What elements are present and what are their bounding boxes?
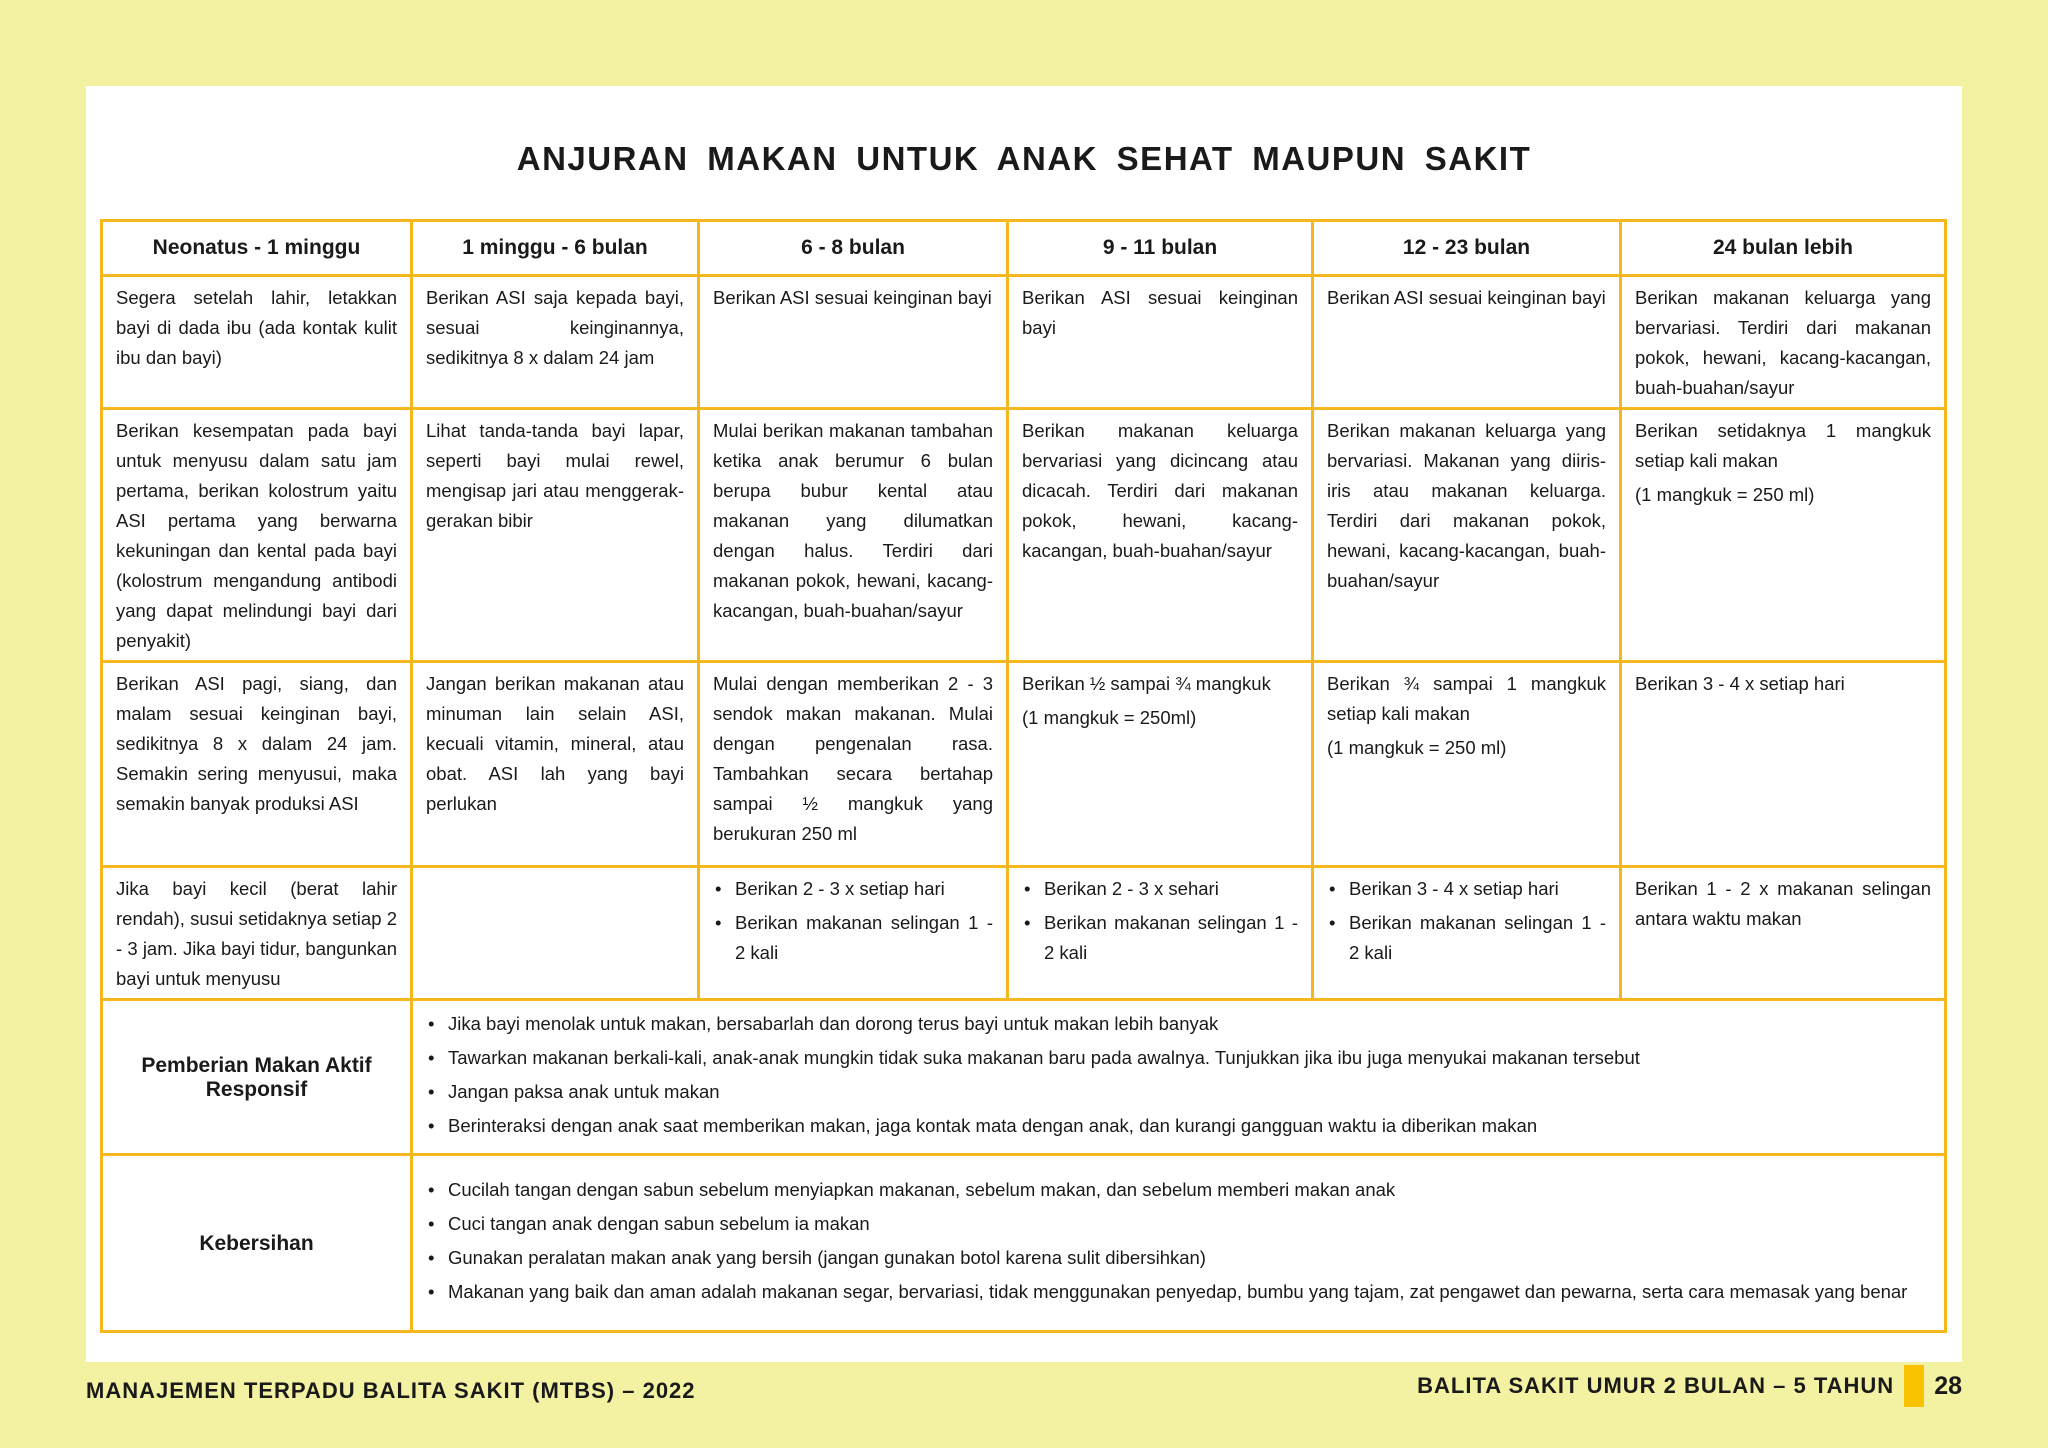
table-cell: Jika bayi kecil (berat lahir rendah), susui setidaknya setiap 2 - 3 jam. Jika bayi tidur, bangunkan bayi untuk menyusu (102, 867, 412, 1000)
bullet-list (1022, 874, 1298, 968)
table-cell (1313, 662, 1621, 867)
feeding-table (100, 219, 1947, 1333)
cell-text: Berikan ¾ sampai 1 mangkuk setiap kali makan (1327, 673, 1606, 724)
responsif-label: Pemberian Makan Aktif Responsif (102, 1000, 412, 1155)
list-item: • Berinteraksi dengan anak saat memberikan makan, jaga kontak mata dengan anak, dan kurangi gangguan waktu ia diberikan makan (448, 1112, 1931, 1140)
table-cell (1313, 867, 1621, 1000)
table-cell: Berikan makanan keluarga bervariasi yang dicincang atau dicacah. Terdiri dari makanan pokok, hewani, kacang-kacangan, buah-buahan/sayur (1008, 409, 1313, 662)
header-neonatus: Neonatus - 1 minggu (102, 221, 412, 276)
table-row (102, 867, 1946, 1000)
responsif-row (102, 1000, 1946, 1155)
list-item: • Jangan paksa anak untuk makan (448, 1078, 1931, 1106)
list-item: • Berikan makanan selingan 1 - 2 kali (1349, 908, 1606, 968)
table-cell (1008, 662, 1313, 867)
table-cell: Segera setelah lahir, letakkan bayi di dada ibu (ada kontak kulit ibu dan bayi) (102, 276, 412, 409)
list-item: • Cuci tangan anak dengan sabun sebelum ia makan (448, 1210, 1931, 1238)
page-number: 28 (1934, 1371, 1962, 1400)
list-item: • Cucilah tangan dengan sabun sebelum menyiapkan makanan, sebelum makan, dan sebelum memberi makan anak (448, 1176, 1931, 1204)
list-item: • Berikan makanan selingan 1 - 2 kali (1044, 908, 1298, 968)
table-cell (412, 867, 699, 1000)
table-cell: Mulai berikan makanan tambahan ketika anak berumur 6 bulan berupa bubur kental atau makanan yang dilumatkan dengan halus. Terdiri dari makanan pokok, hewani, kacang-kacangan, buah-buahan/sayur (699, 409, 1008, 662)
cell-text: Berikan setidaknya 1 mangkuk setiap kali makan (1635, 420, 1931, 471)
list-item: • Berikan 2 - 3 x setiap hari (735, 874, 993, 904)
cell-note: (1 mangkuk = 250ml) (1022, 707, 1197, 728)
bullet-list (713, 874, 993, 968)
header-1minggu-6bulan: 1 minggu - 6 bulan (412, 221, 699, 276)
table-cell: Berikan kesempatan pada bayi untuk menyusu dalam satu jam pertama, berikan kolostrum yaitu ASI pertama yang berwarna kekuningan dan kental pada bayi (kolostrum mengandung antibodi yang dapat melindungi bayi dari penyakit) (102, 409, 412, 662)
responsif-content (412, 1000, 1946, 1155)
page-marker-bar (1904, 1365, 1924, 1407)
cell-note: (1 mangkuk = 250 ml) (1327, 737, 1507, 758)
list-item: • Tawarkan makanan berkali-kali, anak-anak mungkin tidak suka makanan baru pada awalnya. Tunjukkan jika ibu juga menyukai makanan tersebut (448, 1044, 1931, 1072)
footer-section-title: BALITA SAKIT UMUR 2 BULAN – 5 TAHUN (1417, 1373, 1895, 1398)
bullet-list (426, 1010, 1931, 1140)
table-cell: Lihat tanda-tanda bayi lapar, seperti bayi mulai rewel, mengisap jari atau menggerak-gerakan bibir (412, 409, 699, 662)
header-12-23-bulan: 12 - 23 bulan (1313, 221, 1621, 276)
kebersihan-label: Kebersihan (102, 1155, 412, 1332)
table-cell (1008, 867, 1313, 1000)
list-item: • Berikan 2 - 3 x sehari (1044, 874, 1298, 904)
table-row (102, 409, 1946, 662)
cell-note: (1 mangkuk = 250 ml) (1635, 484, 1815, 505)
footer-section (1417, 1366, 1962, 1406)
table-cell (699, 867, 1008, 1000)
table-cell: Berikan makanan keluarga yang bervariasi. Terdiri dari makanan pokok, hewani, kacang-kacangan, buah-buahan/sayur (1621, 276, 1946, 409)
table-cell: Berikan ASI sesuai keinginan bayi (699, 276, 1008, 409)
table-row (102, 662, 1946, 867)
table-row (102, 276, 1946, 409)
table-header-row (102, 221, 1946, 276)
table-cell: Berikan ASI pagi, siang, dan malam sesuai keinginan bayi, sedikitnya 8 x dalam 24 jam. Semakin sering menyusui, maka semakin banyak produksi ASI (102, 662, 412, 867)
footer-document-title: MANAJEMEN TERPADU BALITA SAKIT (MTBS) – 2022 (86, 1378, 696, 1403)
table-cell: Berikan 3 - 4 x setiap hari (1621, 662, 1946, 867)
table-cell: Berikan ASI saja kepada bayi, sesuai keinginannya, sedikitnya 8 x dalam 24 jam (412, 276, 699, 409)
list-item: • Berikan 3 - 4 x setiap hari (1349, 874, 1606, 904)
kebersihan-content (412, 1155, 1946, 1332)
list-item: • Gunakan peralatan makan anak yang bersih (jangan gunakan botol karena sulit dibersihkan) (448, 1244, 1931, 1272)
table-cell: Berikan 1 - 2 x makanan selingan antara waktu makan (1621, 867, 1946, 1000)
table-cell: Berikan makanan keluarga yang bervariasi. Makanan yang diiris-iris atau makanan keluarga. Terdiri dari makanan pokok, hewani, kacang-kacangan, buah-buahan/sayur (1313, 409, 1621, 662)
page-title: ANJURAN MAKAN UNTUK ANAK SEHAT MAUPUN SAKIT (516, 140, 1532, 177)
list-item: • Makanan yang baik dan aman adalah makanan segar, bervariasi, tidak menggunakan penyedap, bumbu yang tajam, zat pengawet dan pewarna, serta cara memasak yang benar (448, 1278, 1931, 1306)
table-cell: Mulai dengan memberikan 2 - 3 sendok makan makanan. Mulai dengan pengenalan rasa. Tambahkan secara bertahap sampai ½ mangkuk yang berukuran 250 ml (699, 662, 1008, 867)
bullet-list (426, 1176, 1931, 1306)
list-item: • Berikan makanan selingan 1 - 2 kali (735, 908, 993, 968)
kebersihan-row (102, 1155, 1946, 1332)
table-cell: Berikan ASI sesuai keinginan bayi (1008, 276, 1313, 409)
header-6-8-bulan: 6 - 8 bulan (699, 221, 1008, 276)
header-24-bulan-lebih: 24 bulan lebih (1621, 221, 1946, 276)
table-cell: Berikan ASI sesuai keinginan bayi (1313, 276, 1621, 409)
cell-text: Berikan ½ sampai ¾ mangkuk (1022, 673, 1271, 694)
table-cell (1621, 409, 1946, 662)
table-cell: Jangan berikan makanan atau minuman lain selain ASI, kecuali vitamin, mineral, atau obat. ASI lah yang bayi perlukan (412, 662, 699, 867)
bullet-list (1327, 874, 1606, 968)
header-9-11-bulan: 9 - 11 bulan (1008, 221, 1313, 276)
list-item: • Jika bayi menolak untuk makan, bersabarlah dan dorong terus bayi untuk makan lebih banyak (448, 1010, 1931, 1038)
